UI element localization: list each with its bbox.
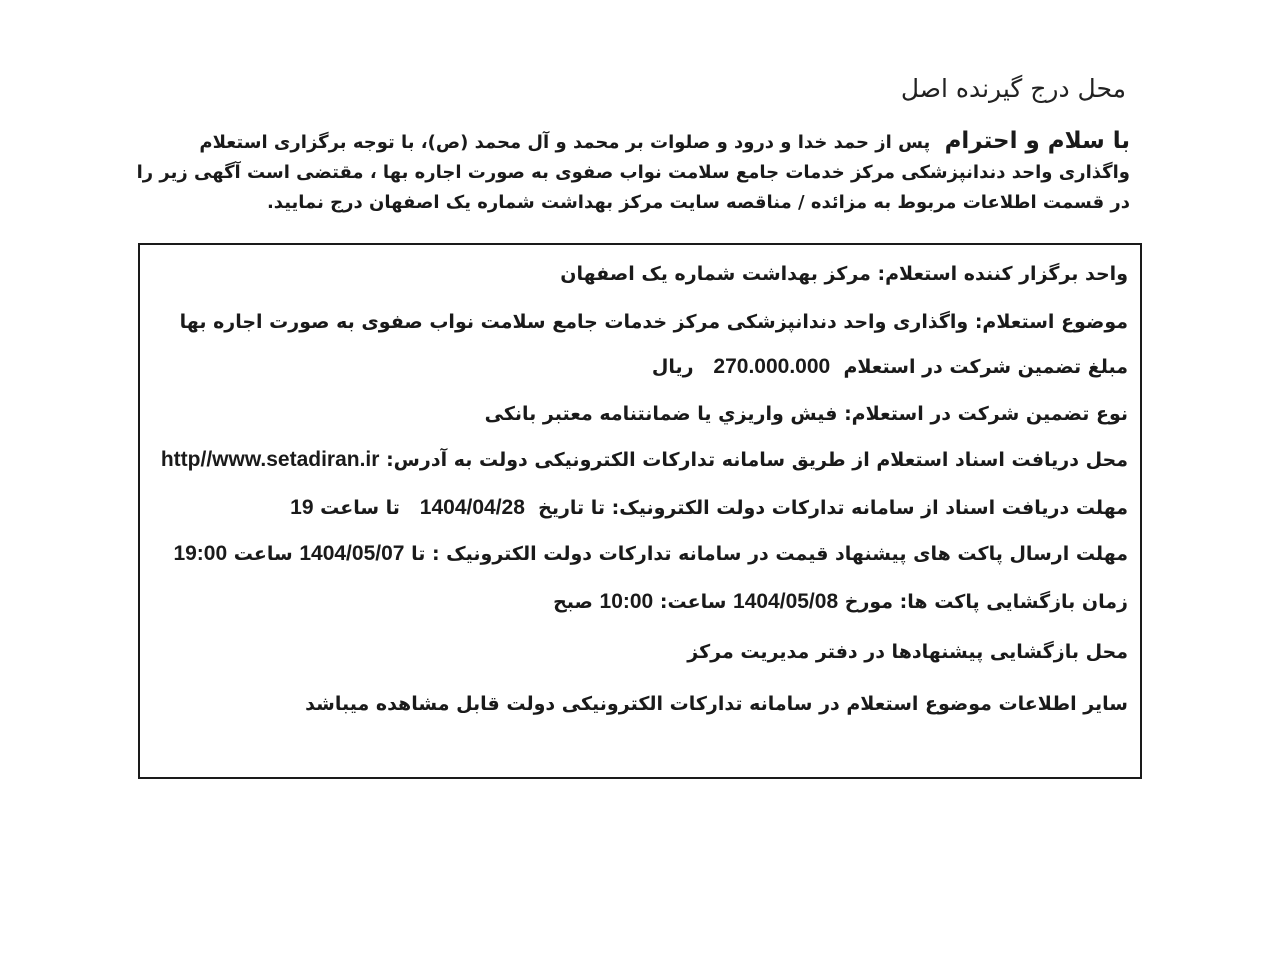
docs-deadline-date: 1404/04/28 — [419, 496, 525, 519]
docs-deadline-label: مهلت دریافت اسناد از سامانه تدارکات دولت الکترونیک: تا تاریخ — [538, 497, 1128, 519]
opening-time-label: زمان بازگشایی پاکت ها: مورخ — [844, 591, 1128, 613]
docs-deadline-time-label: تا ساعت — [320, 497, 400, 519]
intro-paragraph — [136, 126, 1130, 218]
guarantee-amount-value: 270.000.000 — [713, 355, 831, 378]
guarantee-type-row: نوع تضمین شرکت در استعلام: فیش واریزي یا ضمانتنامه معتبر بانکی — [484, 403, 1128, 425]
subject-row: موضوع استعلام: واگذاری واحد دندانپزشکی مرکز خدمات جامع سلامت نواب صفوی به صورت اجاره بها — [179, 311, 1128, 333]
docs-location-label: محل دریافت اسناد استعلام از طریق سامانه تدارکات الکترونیکی دولت به آدرس: — [386, 449, 1128, 471]
organizer-row: واحد برگزار کننده استعلام: مرکز بهداشت شماره یک اصفهان — [560, 263, 1128, 285]
opening-time-row — [553, 590, 1128, 614]
docs-location-row — [161, 448, 1128, 472]
guarantee-amount-label: مبلغ تضمین شرکت در استعلام — [843, 356, 1128, 378]
bid-deadline-time: 19:00 — [173, 542, 228, 565]
intro-line-1-text: پس از حمد خدا و درود و صلوات بر محمد و آل محمد (ص)، با توجه برگزاری استعلام — [199, 132, 931, 153]
docs-deadline-time: 19 — [290, 496, 314, 519]
intro-line-3: در قسمت اطلاعات مربوط به مزائده / مناقصه سایت مرکز بهداشت شماره یک اصفهان درج نمایید. — [266, 192, 1130, 213]
bid-deadline-label: مهلت ارسال پاکت های پیشنهاد قیمت در سامانه تدارکات دولت الکترونیک : تا — [411, 543, 1128, 565]
guarantee-amount-unit: ریال — [651, 356, 694, 378]
guarantee-amount-row — [652, 355, 1128, 379]
opening-time-label-2: ساعت: — [659, 591, 727, 613]
tender-details-box — [138, 243, 1142, 779]
opening-place-row: محل بازگشایی پیشنهادها در دفتر مدیریت مرکز — [687, 641, 1128, 663]
opening-date: 1404/05/08 — [733, 590, 839, 613]
docs-deadline-row — [290, 496, 1128, 520]
bid-deadline-time-label: ساعت — [233, 543, 293, 565]
greeting: با سلام و احترام — [944, 128, 1130, 154]
intro-line-1 — [150, 126, 1130, 158]
recipient-label: محل درج گیرنده اصل — [900, 74, 1126, 103]
bid-deadline-date: 1404/05/07 — [299, 542, 405, 565]
setadiran-url: http//www.setadiran.ir — [160, 448, 380, 471]
opening-time-suffix: صبح — [553, 591, 593, 613]
intro-line-2: واگذاری واحد دندانپزشکی مرکز خدمات جامع سلامت نواب صفوی به صورت اجاره بها ، مقتضی است آگهی زیر را — [136, 162, 1130, 183]
other-info-row: سایر اطلاعات موضوع استعلام در سامانه تدارکات الکترونیکی دولت قابل مشاهده میباشد — [305, 693, 1128, 715]
opening-time: 10:00 — [599, 590, 654, 613]
bid-deadline-row — [173, 542, 1128, 566]
